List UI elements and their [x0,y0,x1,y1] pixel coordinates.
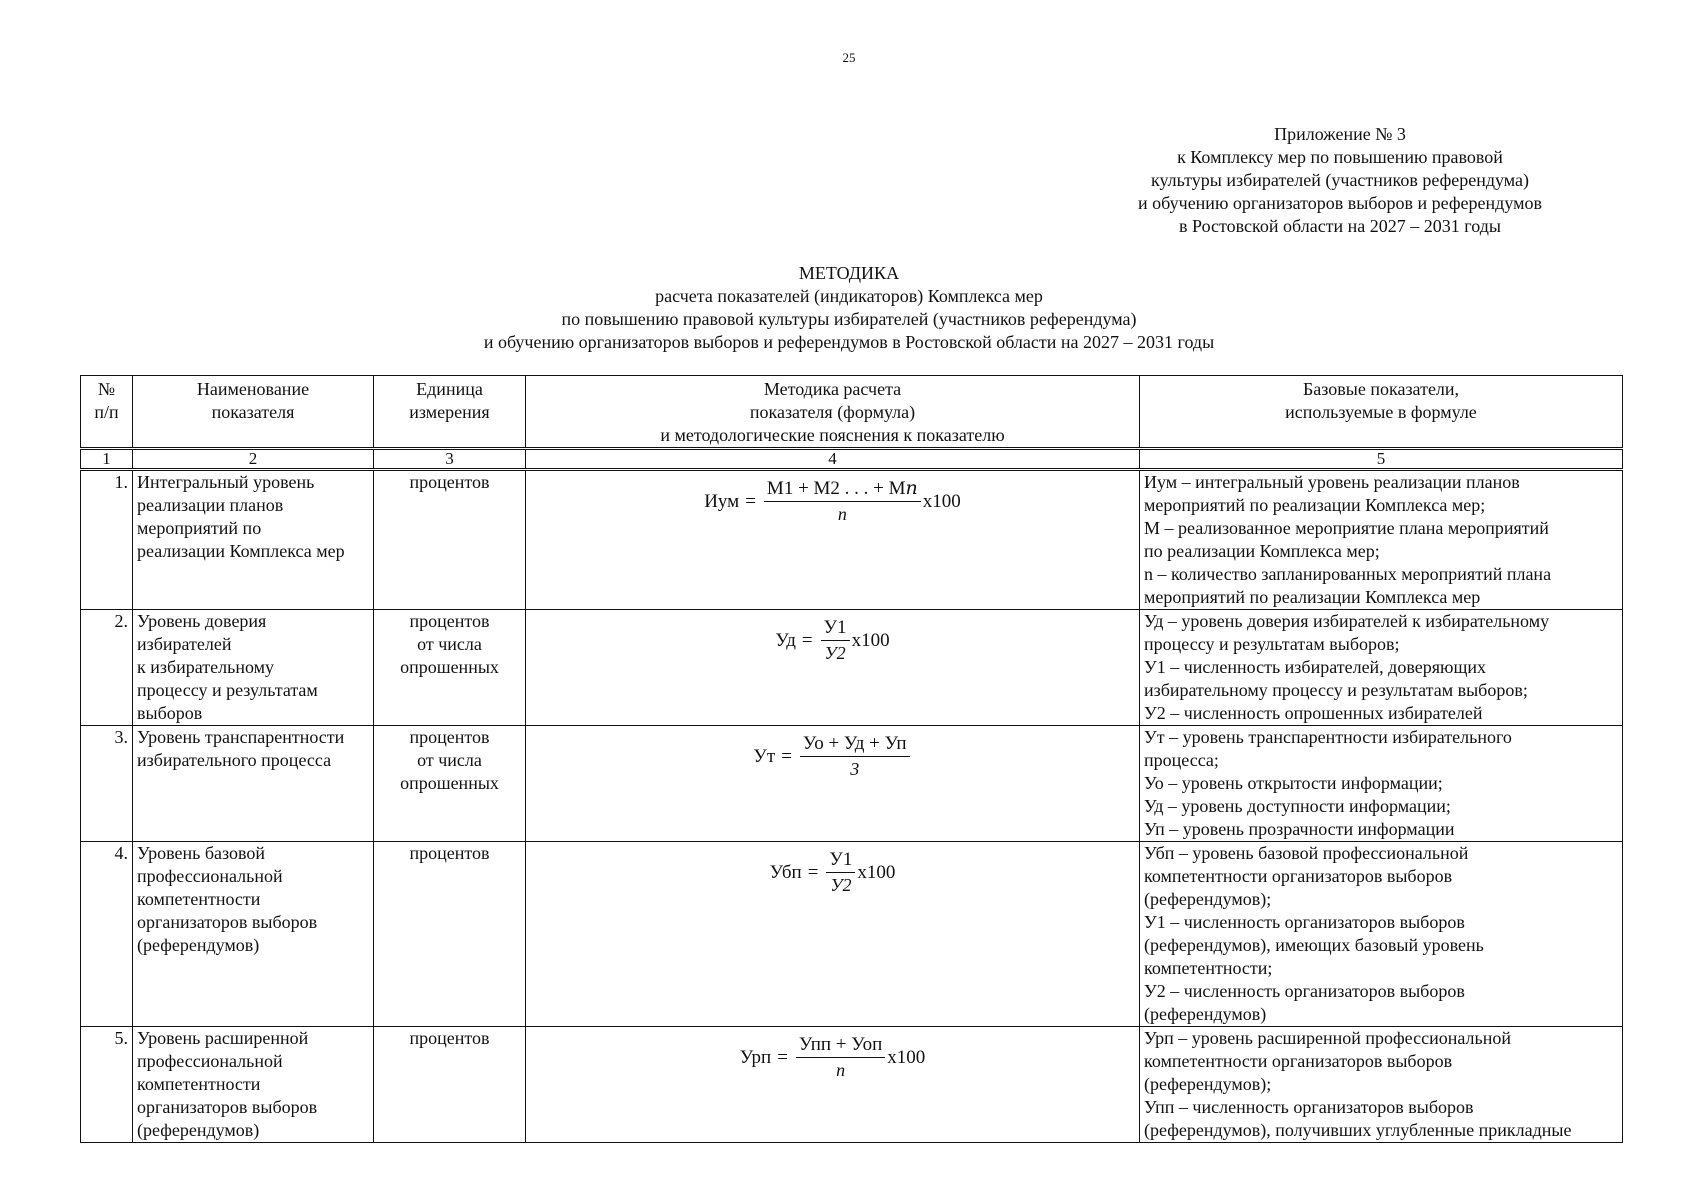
column-number: 2 [133,449,374,470]
methodology-table [80,375,1623,1143]
indicator-name [133,610,374,726]
base-line: Ут – уровень транспарентности избирательного [1144,727,1512,747]
appendix-note [1120,123,1560,238]
base-line: У2 – численность организаторов выборов [1144,981,1465,1001]
table-row [81,842,1623,1027]
equals-sign: = [801,630,813,651]
equals-sign: = [781,746,792,767]
base-line: У1 – численность избирателей, доверяющих [1144,657,1486,677]
unit-line: процентов [409,843,490,863]
name-line: профессиональной [137,1051,283,1071]
base-line: (референдумов), имеющих базовый уровень [1144,935,1484,955]
document-title [300,262,1398,354]
name-line: реализации планов [137,495,284,515]
unit-of-measure [374,1027,526,1143]
indicator-name [133,842,374,1027]
base-line: Урп – уровень расширенной профессиональной [1144,1028,1511,1048]
row-number: 5. [81,1027,133,1143]
header-unit: Единица измерения [374,376,526,449]
base-line: У2 – численность опрошенных избирателей [1144,703,1483,723]
name-line: организаторов выборов [137,912,318,932]
formula-suffix: х100 [857,862,896,883]
name-line: Интегральный уровень [137,472,315,492]
header-name: Наименование показателя [133,376,374,449]
base-line: Уп – уровень прозрачности информации [1144,819,1455,839]
name-line: компетентности [137,889,261,909]
formula-cell [526,842,1140,1027]
base-line: Иум – интегральный уровень реализации планов [1144,472,1520,492]
page-number: 25 [842,50,856,65]
row-number: 3. [81,726,133,842]
base-indicators [1140,842,1623,1027]
fraction-denominator: У2 [830,875,852,895]
base-indicators [1140,470,1623,610]
name-line: профессиональной [137,866,283,886]
table-header-row [81,376,1623,449]
unit-line: процентов [409,727,490,747]
formula [775,616,889,665]
fraction [826,848,855,897]
table-row [81,610,1623,726]
unit-line: процентов [409,472,490,492]
appendix-line: в Ростовской области на 2027 – 2031 годы [1179,216,1501,236]
base-line: (референдумов) [1144,1004,1267,1024]
name-line: выборов [137,703,203,723]
fraction-numerator: Упп + Уоп [796,1033,885,1058]
column-number: 5 [1140,449,1623,470]
base-line: процессу и результатам выборов; [1144,634,1400,654]
name-line: Уровень доверия [137,611,267,631]
indicator-name [133,726,374,842]
name-line: Уровень транспарентности [137,727,345,747]
unit-line: опрошенных [400,657,499,677]
title-line: и обучению организаторов выборов и референдумов в Ростовской области на 2027 – 2031 годы [483,332,1215,352]
base-line: (референдумов), получивших углубленные прикладные [1144,1120,1572,1140]
name-line: мероприятий по [137,518,262,538]
base-line: компетентности организаторов выборов [1144,1051,1453,1071]
base-line: Упп – численность организаторов выборов [1144,1097,1474,1117]
name-line: Уровень базовой [137,843,266,863]
formula-cell [526,470,1140,610]
base-line: процесса; [1144,750,1219,770]
unit-of-measure [374,842,526,1027]
unit-line: от числа [417,750,482,770]
column-number: 1 [81,449,133,470]
formula-suffix: х100 [922,491,961,512]
formula-suffix: х100 [887,1047,926,1068]
base-line: М – реализованное мероприятие плана мероприятий [1144,518,1549,538]
column-number: 3 [374,449,526,470]
name-line: Уровень расширенной [137,1028,309,1048]
title-heading: МЕТОДИКА [798,263,900,283]
appendix-line: Приложение № 3 [1274,124,1406,144]
unit-of-measure [374,726,526,842]
table-row [81,726,1623,842]
base-line: Уд – уровень доверия избирателей к избирательному [1144,611,1550,631]
header-base: Базовые показатели, используемые в формуле [1140,376,1623,449]
name-line: (референдумов) [137,935,260,955]
fraction [800,732,910,781]
name-line: организаторов выборов [137,1097,318,1117]
base-line: мероприятий по реализации Комплекса мер [1144,587,1481,607]
title-line: по повышению правовой культуры избирателей (участников референдума) [561,309,1137,329]
indicator-name [133,470,374,610]
fraction-numerator: У1 [821,616,850,641]
base-line: (референдумов); [1144,889,1272,909]
base-line: Убп – уровень базовой профессиональной [1144,843,1469,863]
fraction-numerator: У1 [826,848,855,873]
fraction [796,1033,885,1082]
base-line: компетентности; [1144,958,1273,978]
base-line: мероприятий по реализации Комплекса мер; [1144,495,1486,515]
formula [770,848,896,897]
formula-lhs: Ут [753,746,776,767]
fraction-denominator: У2 [824,643,846,663]
header-formula: Методика расчета показателя (формула) и методологические пояснения к показателю [526,376,1140,449]
fraction-denominator: n [836,1060,846,1080]
header-num: № п/п [81,376,133,449]
formula-lhs: Урп [739,1047,772,1068]
equals-sign: = [777,1047,788,1068]
formula [740,1033,925,1082]
column-number-row [81,449,1623,470]
row-number: 1. [81,470,133,610]
unit-line: процентов [409,611,490,631]
formula-suffix: х100 [851,630,890,651]
table-row [81,1027,1623,1143]
formula [753,732,911,781]
base-line: (референдумов); [1144,1074,1272,1094]
appendix-line: культуры избирателей (участников референдума) [1150,170,1530,190]
indicator-name [133,1027,374,1143]
row-number: 4. [81,842,133,1027]
name-line: процессу и результатам [137,680,318,700]
row-number: 2. [81,610,133,726]
fraction-numerator: М1 + М2 . . . + М𝑛 [764,477,921,502]
equals-sign: = [807,862,819,883]
base-line: Уо – уровень открытости информации; [1144,773,1443,793]
fraction-denominator: 3 [850,759,860,779]
formula-lhs: Убп [769,862,802,883]
name-line: (референдумов) [137,1120,260,1140]
name-line: к избирательному [137,657,275,677]
base-line: Уд – уровень доступности информации; [1144,796,1451,816]
name-line: компетентности [137,1074,261,1094]
fraction [764,477,921,526]
formula-lhs: Уд [775,630,796,651]
appendix-line: к Комплексу мер по повышению правовой [1177,147,1503,167]
name-line: избирательного процесса [137,750,332,770]
base-indicators [1140,610,1623,726]
title-line: расчета показателей (индикаторов) Комплекса мер [655,286,1043,306]
column-number: 4 [526,449,1140,470]
base-line: избирательному процессу и результатам выборов; [1144,680,1528,700]
base-line: n – количество запланированных мероприятий плана [1144,564,1552,584]
fraction [821,616,850,665]
base-line: по реализации Комплекса мер; [1144,541,1380,561]
name-line: избирателей [137,634,232,654]
name-line: реализации Комплекса мер [137,541,345,561]
fraction-numerator: Уо + Уд + Уп [800,732,910,757]
base-indicators [1140,726,1623,842]
formula [704,477,961,526]
unit-of-measure [374,470,526,610]
formula-cell [526,726,1140,842]
formula-cell [526,610,1140,726]
unit-of-measure [374,610,526,726]
table-row [81,470,1623,610]
formula-lhs: Иум [704,491,740,512]
equals-sign: = [745,491,756,512]
unit-line: опрошенных [400,773,499,793]
base-line: У1 – численность организаторов выборов [1144,912,1465,932]
appendix-line: и обучению организаторов выборов и референдумов [1138,193,1542,213]
unit-line: процентов [409,1028,490,1048]
unit-line: от числа [417,634,482,654]
base-indicators [1140,1027,1623,1143]
base-line: компетентности организаторов выборов [1144,866,1453,886]
formula-cell [526,1027,1140,1143]
fraction-denominator: n [837,504,847,524]
